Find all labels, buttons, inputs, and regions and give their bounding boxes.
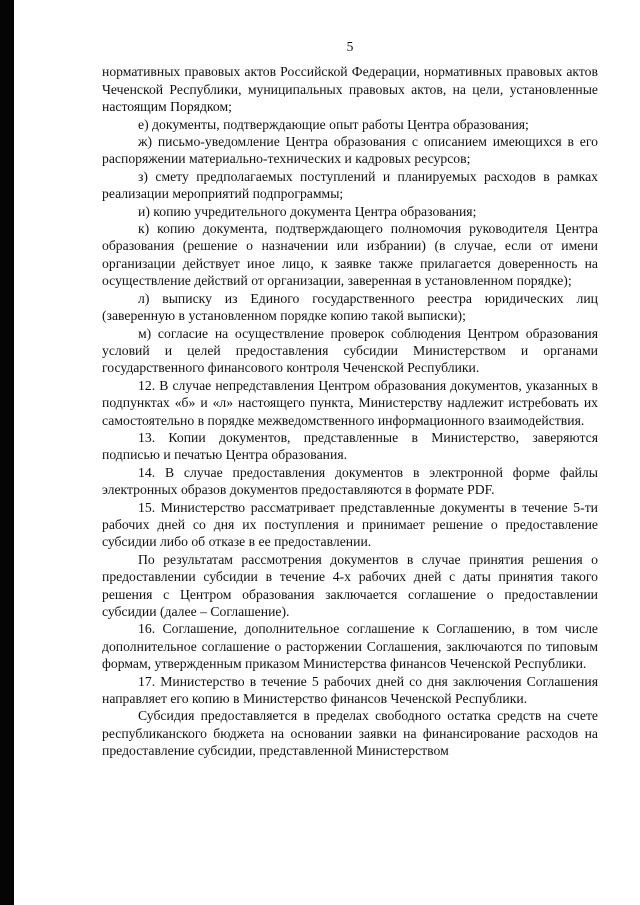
scan-edge-shadow [0,0,14,905]
clause-14: 14. В случае предоставления документов в электронной форме файлы электронных образов документов предоставляются в формате PDF. [102,464,598,498]
paragraph-continuation: нормативных правовых актов Российской Федерации, нормативных правовых актов Чеченской Республики, муниципальных правовых актов, на цели, установленные настоящим Порядком; [102,64,598,115]
list-item-z: з) смету предполагаемых поступлений и планируемых расходов в рамках реализации мероприятий подпрограммы; [102,168,598,202]
clause-12: 12. В случае непредставления Центром образования документов, указанных в подпунктах «б» и «л» настоящего пункта, Министерству надлежит истребовать их самостоятельно в порядке межведомственного информационного взаимодействия. [102,377,598,428]
clause-16: 16. Соглашение, дополнительное соглашение к Соглашению, в том числе дополнительное соглашение о расторжении Соглашения, заключаются по типовым формам, утвержденным приказом Министерства финансов Чеченской Республики. [102,621,598,672]
clause-15: 15. Министерство рассматривает представленные документы в течение 5-ти рабочих дней со дня их поступления и принимает решение о предоставление субсидии либо об отказе в ее предоставлении. [102,499,598,550]
clause-17: 17. Министерство в течение 5 рабочих дней со дня заключения Соглашения направляет его копию в Министерство финансов Чеченской Республики. [102,673,598,707]
list-item-e: е) документы, подтверждающие опыт работы Центра образования; [138,116,529,132]
list-item-zh: ж) письмо-уведомление Центра образования с описанием имеющихся в его распоряжении материально-технических и кадровых ресурсов; [102,134,598,167]
paragraph-review-results: По результатам рассмотрения документов в случае принятия решения о предоставлении субсидии в течение 4-х рабочих дней с даты принятия такого решения с Центром образования заключается соглашение о предоставлении субсидии (далее – Соглашение). [102,551,598,619]
document-body [102,63,598,759]
list-item-m: м) согласие на осуществление проверок соблюдения Центром образования условий и целей предоставления субсидии Министерством и органами государственного финансового контроля Чеченской Республики. [102,325,598,376]
list-item-l: л) выписку из Единого государственного реестра юридических лиц (заверенную в установленном порядке копию такой выписки); [102,290,598,324]
list-item-k: к) копию документа, подтверждающего полномочия руководителя Центра образования (решение о назначении или избрании) (в случае, если от имени организации действует иное лицо, к заявке также прилагается доверенность на осуществление действий от организации, заверенная в установленном порядке); [102,221,598,289]
page-number: 5 [346,39,354,54]
clause-13: 13. Копии документов, представленные в Министерство, заверяются подписью и печатью Центра образования. [102,429,598,463]
list-item-i: и) копию учредительного документа Центра образования; [138,203,477,219]
document-page [102,38,598,760]
paragraph-subsidy-funding: Субсидия предоставляется в пределах свободного остатка средств на счете республиканского бюджета на основании заявки на финансирование расходов на предоставление субсидии, представленной Министерством [102,708,598,759]
